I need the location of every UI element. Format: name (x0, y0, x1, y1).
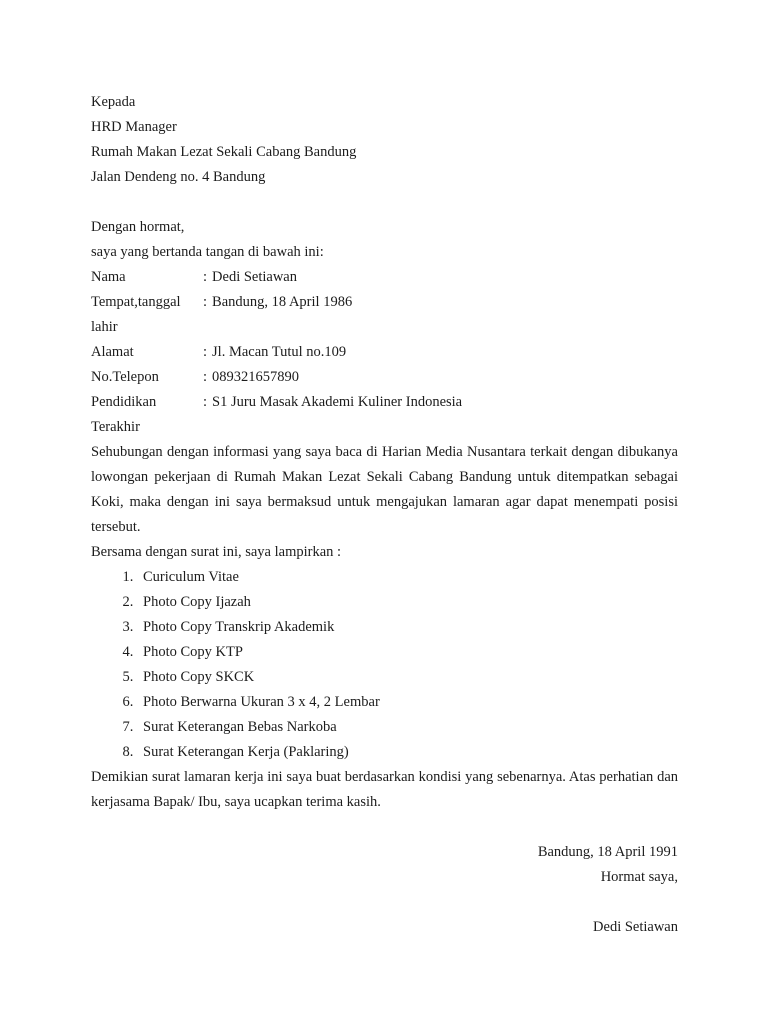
detail-row-alamat (91, 340, 678, 365)
attachment-item: 8. Surat Keterangan Kerja (Paklaring) (137, 740, 678, 765)
detail-value: Jl. Macan Tutul no.109 (212, 344, 347, 360)
detail-label: Nama (91, 269, 126, 285)
detail-value: Dedi Setiawan (212, 269, 297, 285)
detail-label: Alamat (91, 344, 134, 360)
personal-details (91, 265, 678, 440)
recipient-line: Jalan Dendeng no. 4 Bandung (91, 169, 266, 185)
detail-label: Tempat,tanggal lahir (91, 294, 181, 335)
detail-colon: : (203, 294, 208, 310)
detail-row-tempat-tanggal-lahir (91, 290, 678, 340)
attachment-item: 3. Photo Copy Transkrip Akademik (137, 615, 678, 640)
recipient-line: HRD Manager (91, 119, 177, 135)
detail-colon: : (203, 369, 208, 385)
detail-value: 089321657890 (212, 369, 300, 385)
body-paragraph: Sehubungan dengan informasi yang saya baca di Harian Media Nusantara terkait dengan dibukanya lowongan pekerjaan di Rumah Makan Lezat Sekali Cabang Bandung untuk ditempatkan sebagai Koki, maka dengan ini saya bermaksud untuk mengajukan lamaran agar dapat menempati posisi tersebut. (91, 444, 678, 535)
attachment-item: 7. Surat Keterangan Bebas Narkoba (137, 715, 678, 740)
attachment-item: 2. Photo Copy Ijazah (137, 590, 678, 615)
signature-place-date: Bandung, 18 April 1991 (537, 844, 678, 860)
intro-line: saya yang bertanda tangan di bawah ini: (91, 244, 324, 260)
detail-row-pendidikan-terakhir (91, 390, 678, 440)
attachment-item: 1. Curiculum Vitae (137, 565, 678, 590)
blank-line (91, 815, 678, 840)
detail-colon: : (203, 269, 208, 285)
letter-content (91, 90, 678, 940)
detail-label: No.Telepon (91, 369, 159, 385)
detail-value: S1 Juru Masak Akademi Kuliner Indonesia (212, 394, 463, 410)
blank-line (91, 190, 678, 215)
recipient-line: Kepada (91, 94, 136, 110)
attachment-item: 4. Photo Copy KTP (137, 640, 678, 665)
detail-label: Pendidikan Terakhir (91, 394, 157, 435)
signature-name: Dedi Setiawan (593, 919, 678, 935)
detail-row-no-telepon (91, 365, 678, 390)
recipient-line: Rumah Makan Lezat Sekali Cabang Bandung (91, 144, 357, 160)
attachments-list (91, 565, 678, 765)
attachments-intro: Bersama dengan surat ini, saya lampirkan : (91, 544, 342, 560)
signature-salutation: Hormat saya, (600, 869, 678, 885)
detail-colon: : (203, 344, 208, 360)
detail-colon: : (203, 394, 208, 410)
detail-value: Bandung, 18 April 1986 (212, 294, 353, 310)
closing-paragraph: Demikian surat lamaran kerja ini saya buat berdasarkan kondisi yang sebenarnya. Atas perhatian dan kerjasama Bapak/ Ibu, saya ucapkan terima kasih. (91, 769, 678, 810)
signature-block (91, 840, 678, 940)
attachment-item: 6. Photo Berwarna Ukuran 3 x 4, 2 Lembar (137, 690, 678, 715)
attachment-item: 5. Photo Copy SKCK (137, 665, 678, 690)
recipient-block (91, 90, 678, 190)
salutation: Dengan hormat, (91, 219, 185, 235)
signature-space (91, 890, 678, 915)
detail-row-nama (91, 265, 678, 290)
